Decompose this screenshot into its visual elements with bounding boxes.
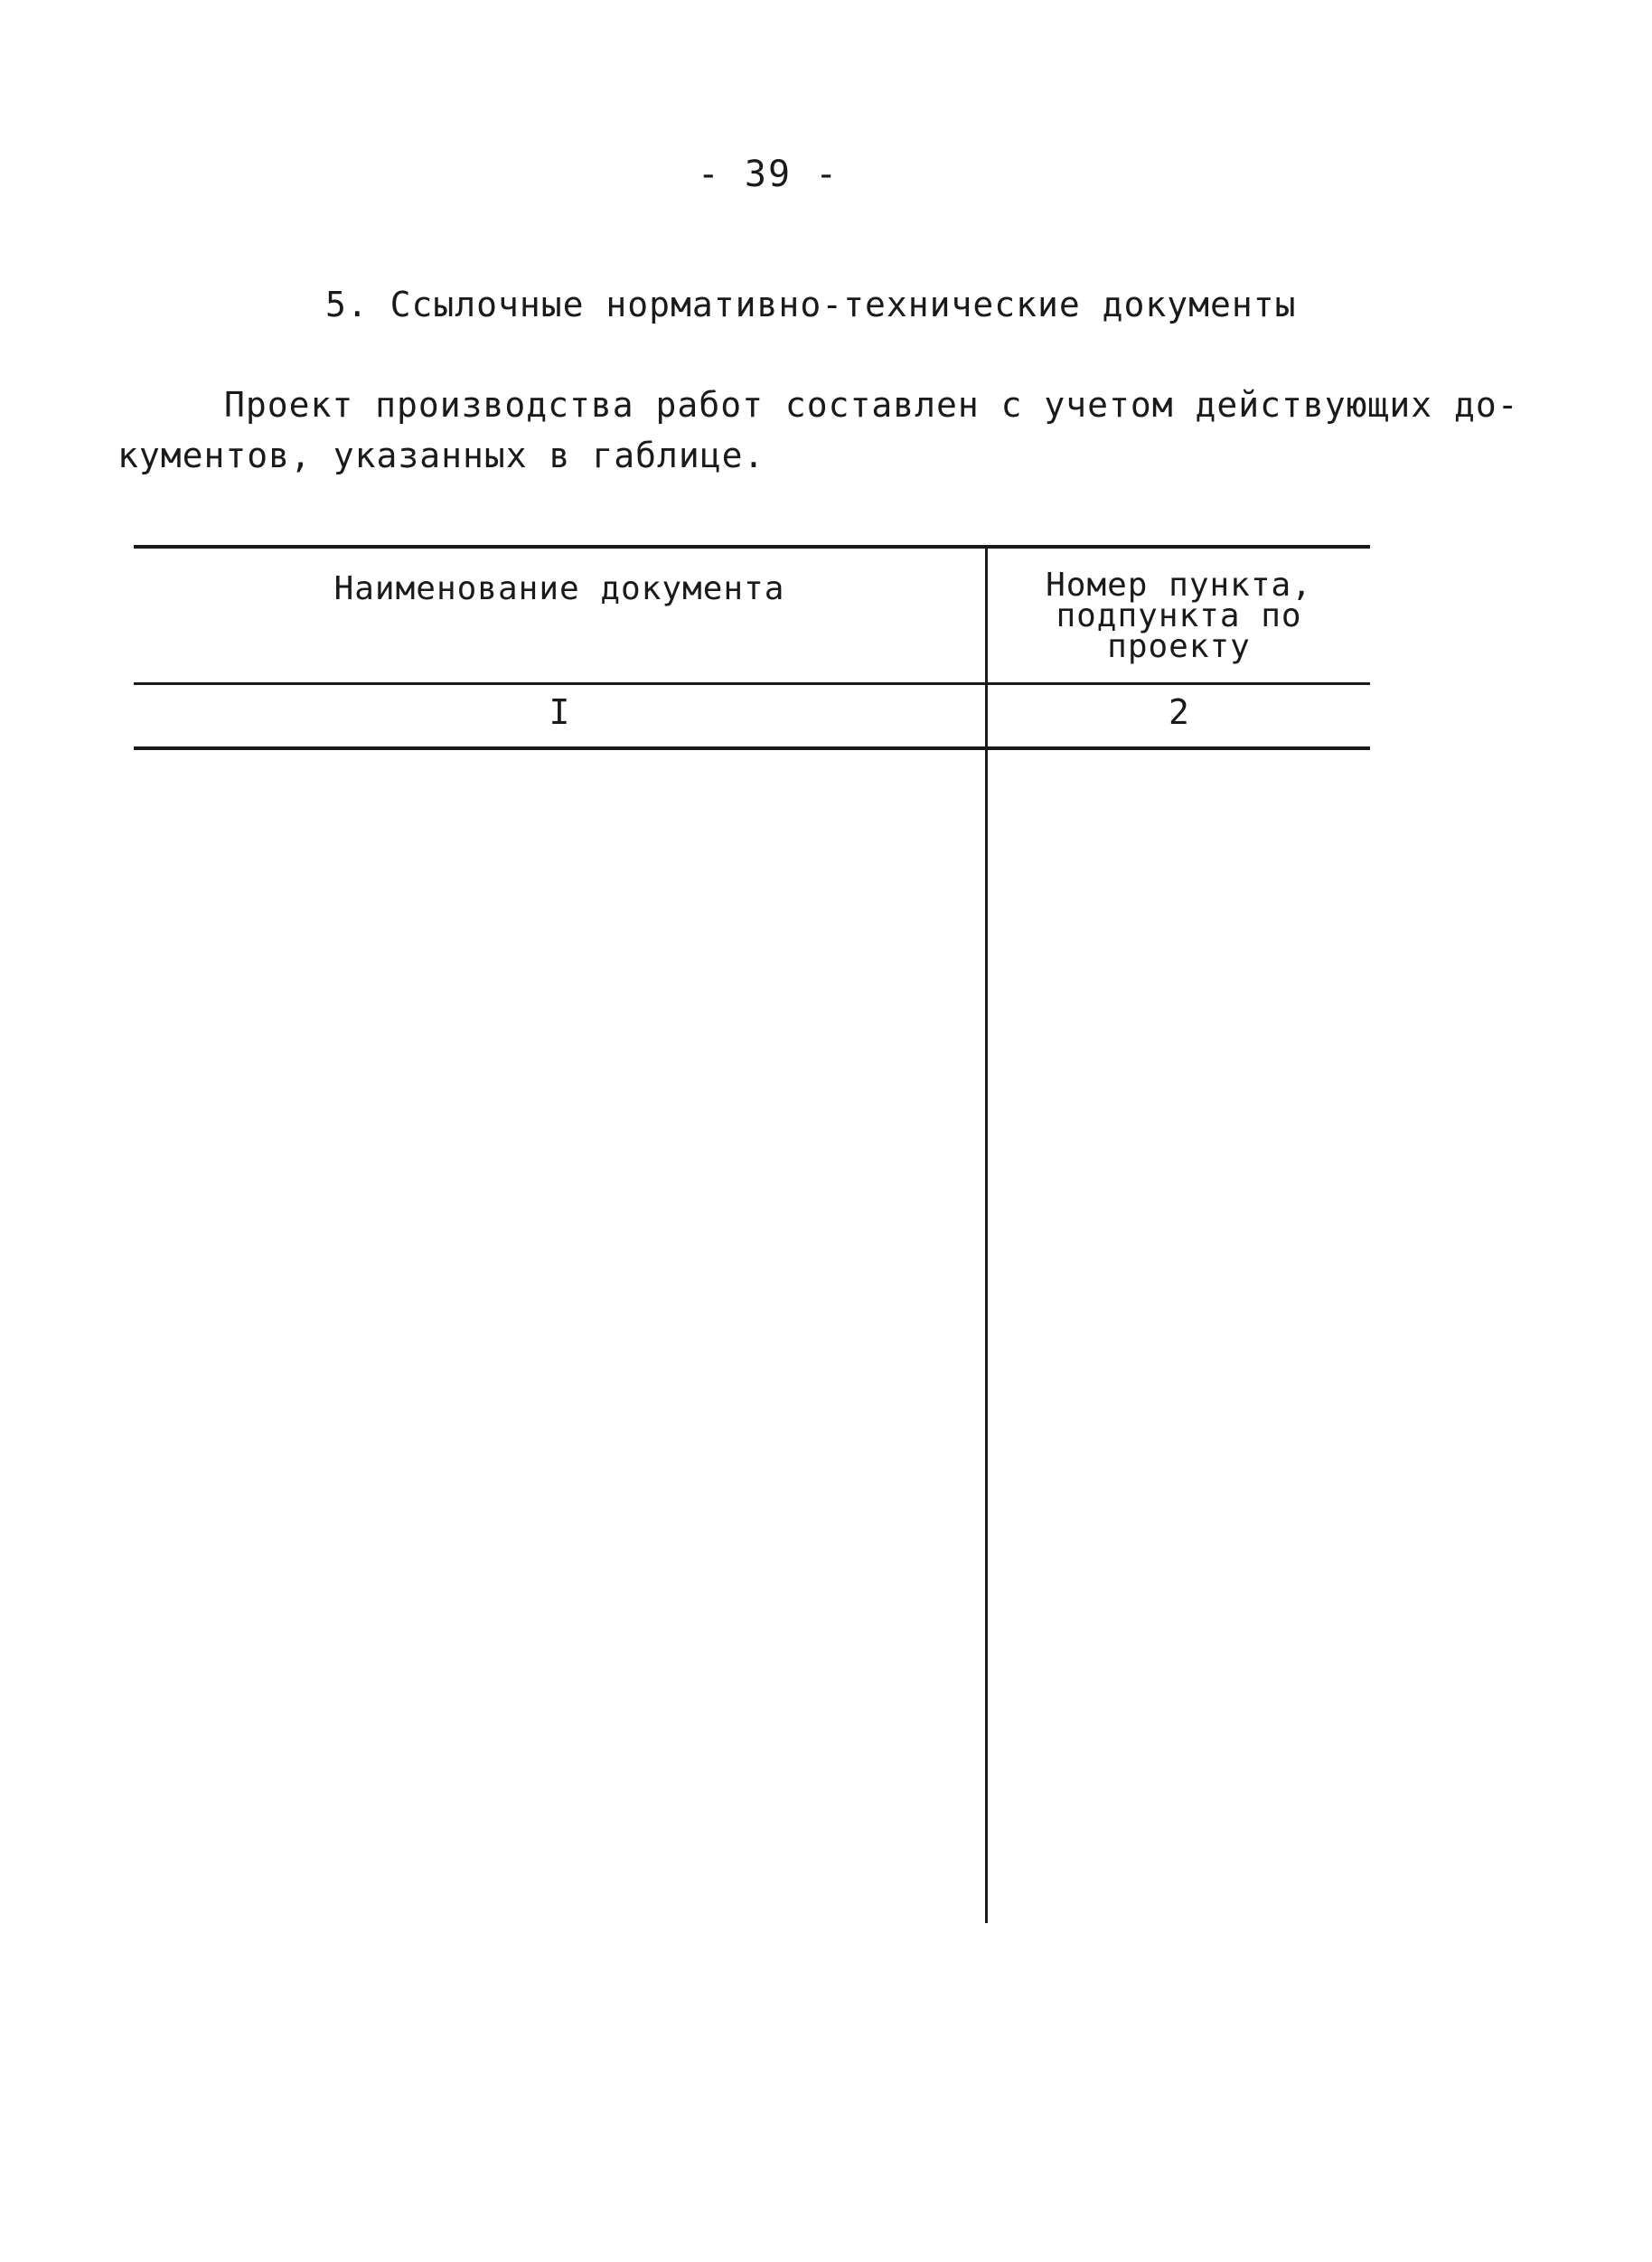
page-number: - 39 - [697,154,840,195]
column-header-line: проекту [1107,628,1251,665]
section-heading: 5. Ссылочные нормативно-технические документы [325,285,1297,324]
column-header-item-number [988,567,1370,665]
column-header-document-name: Наименование документа [333,570,785,607]
table-header-rule [134,682,1370,685]
column-number: 2 [1169,692,1189,732]
column-header-line: подпункта по [1056,597,1302,634]
reference-documents-table [134,545,1370,1923]
intro-line: Проект производства работ составлен с учетом действующих до- [224,385,1519,425]
table-top-rule [134,545,1370,549]
intro-line: кументов, указанных в габлице. [117,436,765,475]
table-column-divider [985,545,988,1923]
column-number: I [549,692,570,732]
table-numbering-rule [134,746,1370,750]
intro-paragraph [117,380,1519,481]
column-header-line: Номер пункта, [1046,567,1312,604]
